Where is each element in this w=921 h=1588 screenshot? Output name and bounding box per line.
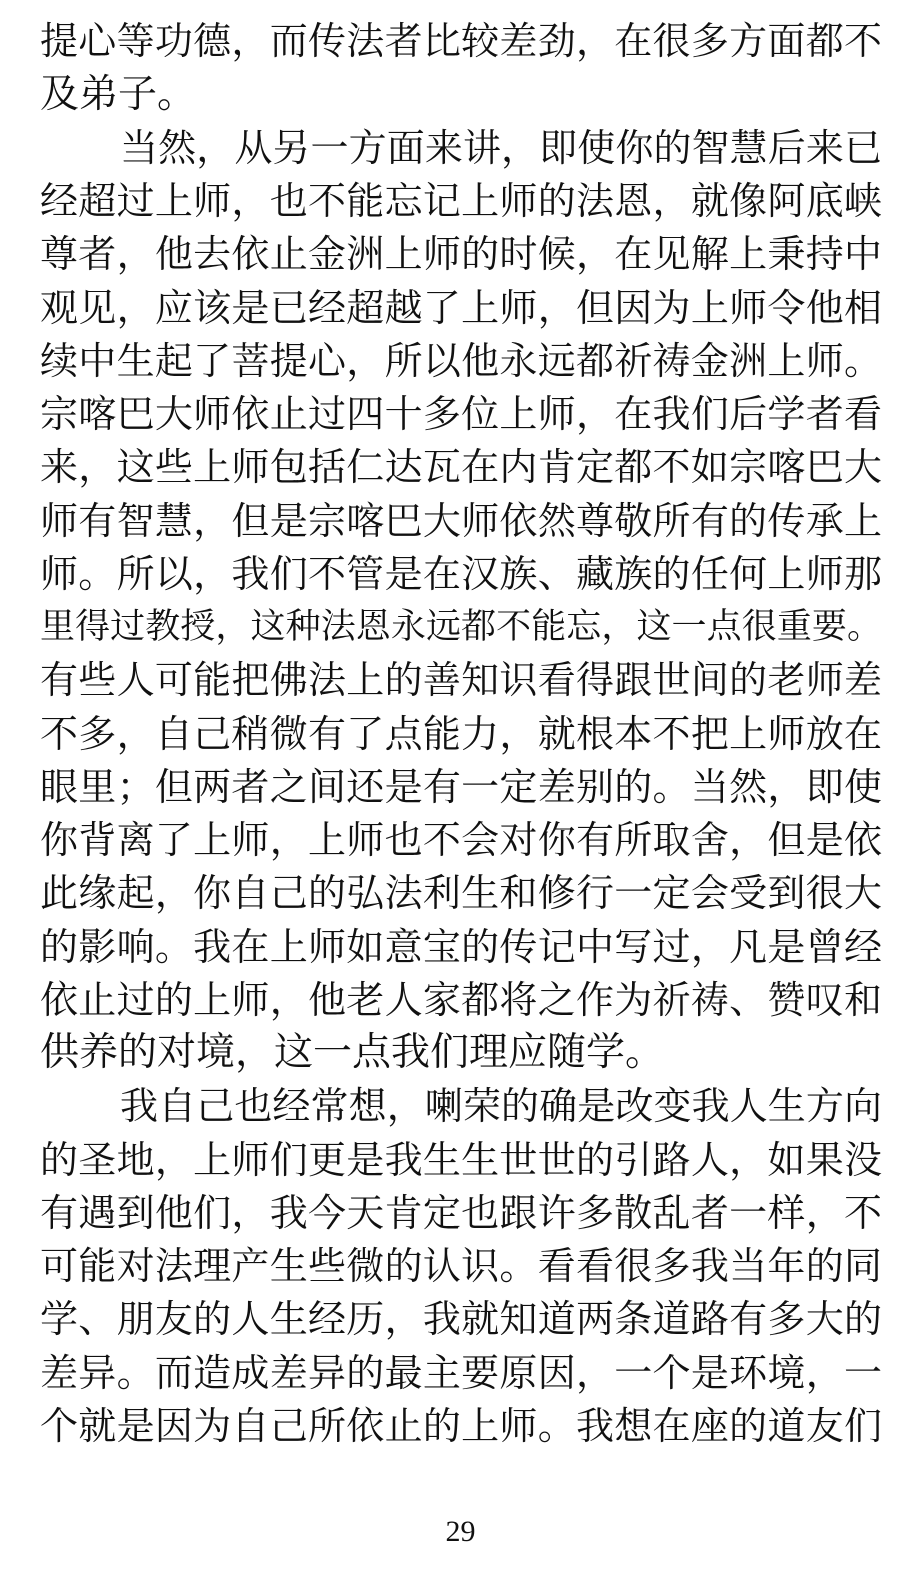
text-line: 里得过教授，这种法恩永远都不能忘，这一点很重要。 [40, 607, 882, 647]
text-line: 个就是因为自己所依止的上师。我想在座的道友们 [40, 1404, 882, 1448]
text-line: 师有智慧，但是宗喀巴大师依然尊敬所有的传承上 [40, 499, 882, 543]
text-line: 有些人可能把佛法上的善知识看得跟世间的老师差 [40, 658, 882, 702]
text-line: 续中生起了菩提心，所以他永远都祈祷金洲上师。 [40, 339, 882, 383]
text-line: 师。所以，我们不管是在汉族、藏族的任何上师那 [40, 552, 882, 596]
text-line: 及弟子。 [40, 72, 197, 117]
text-line: 观见，应该是已经超越了上师，但因为上师令他相 [40, 286, 882, 330]
text-line: 不多，自己稍微有了点能力，就根本不把上师放在 [40, 712, 882, 756]
text-line: 我自己也经常想，喇荣的确是改变我人生方向 [120, 1084, 882, 1128]
text-line: 眼里；但两者之间还是有一定差别的。当然，即使 [40, 765, 882, 809]
text-line: 来，这些上师包括仁达瓦在内肯定都不如宗喀巴大 [40, 445, 882, 489]
text-line: 的影响。我在上师如意宝的传记中写过，凡是曾经 [40, 925, 882, 969]
text-line: 依止过的上师，他老人家都将之作为祈祷、赞叹和 [40, 978, 882, 1022]
text-line: 此缘起，你自己的弘法利生和修行一定会受到很大 [40, 871, 882, 915]
text-line: 提心等功德，而传法者比较差劲，在很多方面都不 [40, 19, 882, 63]
text-line: 供养的对境，这一点我们理应随学。 [40, 1030, 665, 1075]
text-line: 可能对法理产生些微的认识。看看很多我当年的同 [40, 1244, 882, 1288]
text-line: 你背离了上师，上师也不会对你有所取舍，但是依 [40, 818, 882, 862]
text-line: 有遇到他们，我今天肯定也跟许多散乱者一样，不 [40, 1191, 882, 1235]
text-line: 宗喀巴大师依止过四十多位上师，在我们后学者看 [40, 392, 882, 436]
page-number: 29 [445, 1515, 476, 1548]
text-line: 尊者，他去依止金洲上师的时候，在见解上秉持中 [40, 232, 882, 276]
text-line: 学、朋友的人生经历，我就知道两条道路有多大的 [40, 1297, 882, 1341]
text-line: 经超过上师，也不能忘记上师的法恩，就像阿底峡 [40, 179, 882, 223]
text-line: 差异。而造成差异的最主要原因，一个是环境，一 [40, 1351, 882, 1395]
text-line: 当然，从另一方面来讲，即使你的智慧后来已 [120, 126, 882, 170]
text-line: 的圣地，上师们更是我生生世世的引路人，如果没 [40, 1138, 882, 1182]
